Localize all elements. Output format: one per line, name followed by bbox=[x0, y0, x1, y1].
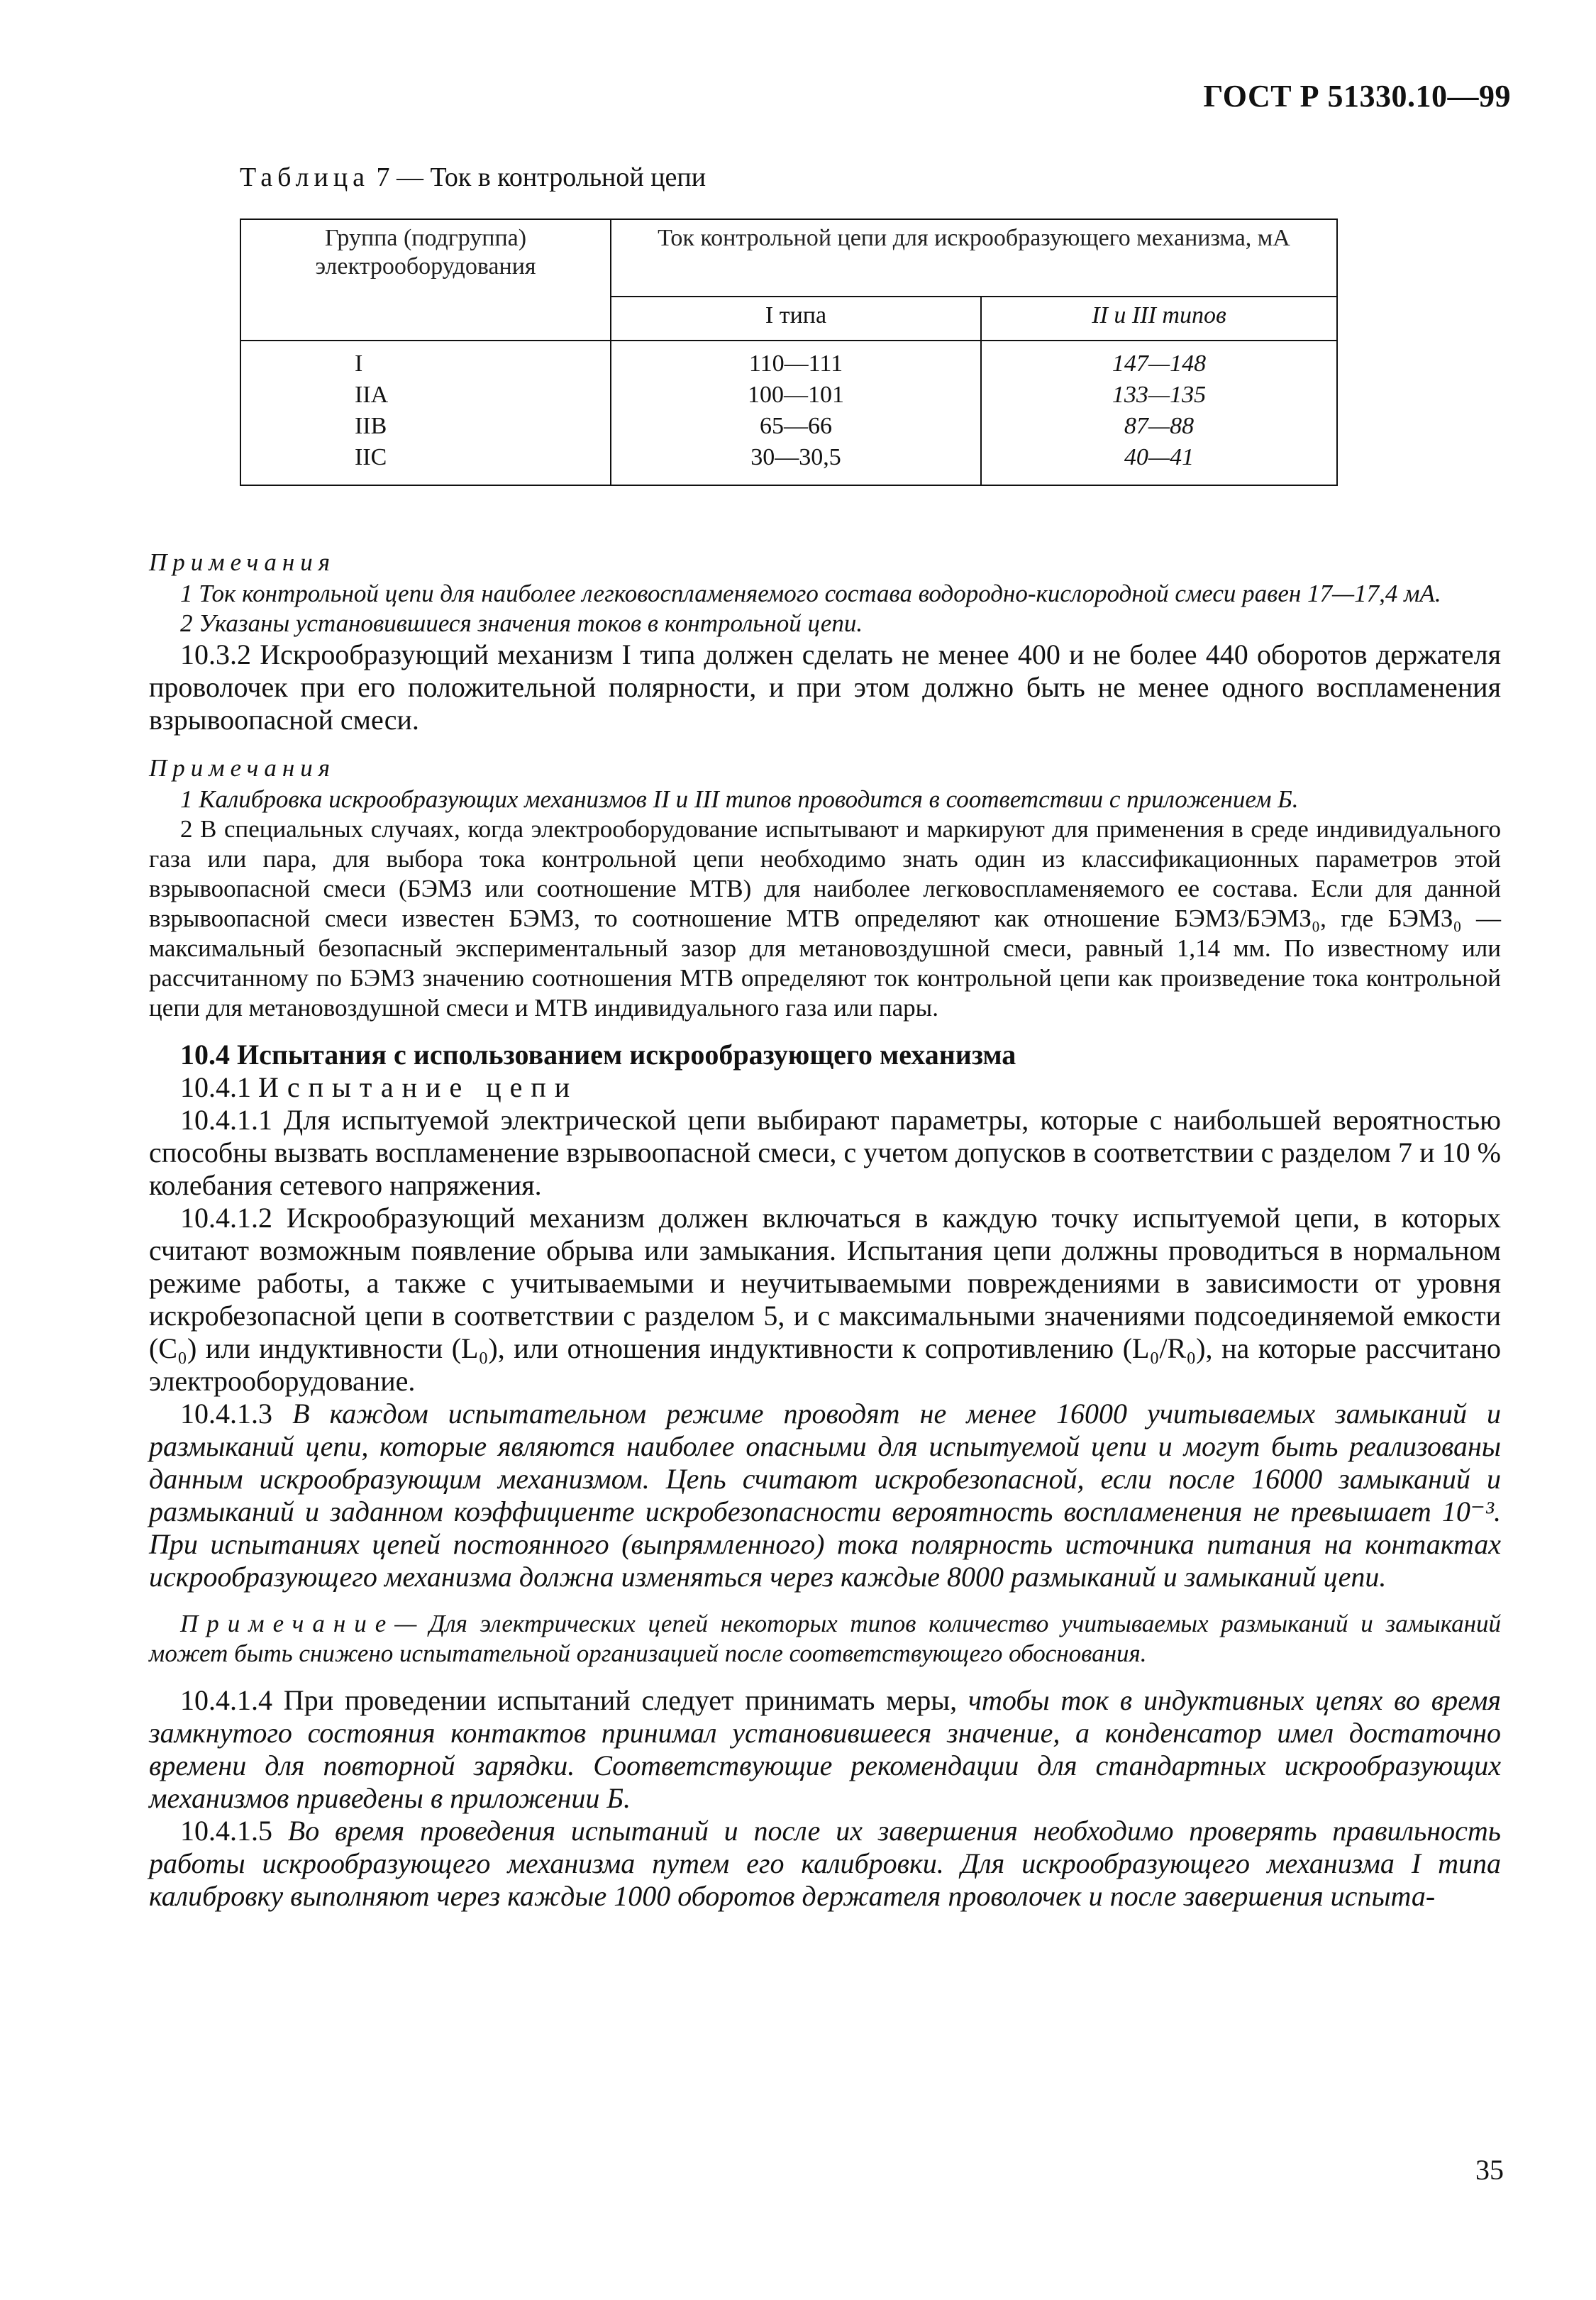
table-cell-type23-values: 147—148 133—135 87—88 40—41 bbox=[981, 341, 1337, 485]
table-header-group: Группа (подгруппа) электрооборудования bbox=[240, 219, 611, 341]
paragraph-10-4-1-2: 10.4.1.2 Искрообразующий механизм должен включаться в каждую точку испытуемой цепи, в которых считают возможным появление обрыва или замыкания. Испытания цепи должны проводиться в нормальном режиме работы, а также с учитываемыми и неучитываемыми повреждениями в зависимости от уровня искробезопасной цепи в соответствии с разделом 5, и с максимальными значениями подсоединяемой емкости (C₀) или индуктивности (L₀), или отношения индуктивности к сопротивлению (L₀/R₀), на которые рассчитано электрооборудование. bbox=[149, 1202, 1501, 1397]
table-caption bbox=[240, 162, 706, 193]
table-subheader-type1: I типа bbox=[611, 297, 981, 341]
notes1-title: Примечания bbox=[149, 548, 336, 576]
paragraph-10-4-1-1: 10.4.1.1 Для испытуемой электрической цепи выбирают параметры, которые с наибольшей вероятностью способны вызвать воспламенение взрывоопасной смеси, с учетом допусков в соответствии с разделом 7 и 10 % колебания сетевого напряжения. bbox=[149, 1104, 1501, 1201]
paragraph-lead: 10.4.1.4 При проведении испытаний следует принимать меры, bbox=[180, 1684, 968, 1716]
paragraph-10-3-2: 10.3.2 Искрообразующий механизм I типа должен сделать не менее 400 и не более 440 оборотов держателя проволочек при его положительной полярности, и при этом должно быть не менее одного воспламенения взрывоопасной смеси. bbox=[149, 638, 1501, 736]
notes2-title: Примечания bbox=[149, 754, 336, 782]
notes2-item-2: 2 В специальных случаях, когда электрооборудование испытывают и маркируют для применения в среде индивидуального газа или пара, для выбора тока контрольной цепи необходимо знать один из классификационных параметров этой взрывоопасной смеси (БЭМЗ или соотношение МТВ) для наиболее легковоспламеняемого ее состава. Если для данной взрывоопасной смеси известен БЭМЗ, то соотношение МТВ определяют как отношение БЭМЗ/БЭМЗ₀, где БЭМЗ₀ — максимальный безопасный экспериментальный зазор для метановоздушной смеси, равный 1,14 мм. По известному или рассчитанному по БЭМЗ значению соотношения МТВ определяют ток контрольной цепи как произведение тока контрольной цепи для метановоздушной смеси и МТВ индивидуального газа или пары. bbox=[149, 815, 1501, 1022]
table-caption-label: Таблица bbox=[240, 162, 370, 192]
paragraph-10-4-1-3 bbox=[149, 1398, 1501, 1593]
table-cell-type1-values: 110—111 100—101 65—66 30—30,5 bbox=[611, 341, 981, 485]
subsection-title: Испытание цепи bbox=[258, 1071, 579, 1103]
paragraph-text: В каждом испытательном режиме проводят не менее 16000 учитываемых замыканий и размыканий цепи, которые являются наиболее опасными для испытуемой цепи и могут быть реализованы данным искрообразующим механизмом. Цепь считают искробезопасной, если после 16000 замыканий и размыканий и заданном коэффициенте искробезопасности вероятность воспламенения не превышает 10⁻³. При испытаниях цепей постоянного (выпрямленного) тока полярность источника питания на контактах искрообразующего механизма должна изменяться через каждые 8000 размыканий и замыканий цепи. bbox=[149, 1398, 1502, 1593]
paragraph-text: чтобы ток в индуктивных цепях во время замкнутого состояния контактов принимал установившееся значение, а конденсатор имел достаточно времени для повторной зарядки. Соответствующие рекомендации для стандартных искрообразующих механизмов приведены в приложении Б. bbox=[149, 1684, 1501, 1814]
paragraph-text: Во время проведения испытаний и после их завершения необходимо проверять правильность работы искрообразующего механизма путем его калибровки. Для искрообразующего механизма I типа калибровку выполняют через каждые 1000 оборотов держателя проволочек и после завершения испыта- bbox=[149, 1815, 1501, 1912]
note3-title: Примечание bbox=[180, 1610, 395, 1637]
notes2-item-1: 1 Калибровка искрообразующих механизмов II и III типов проводится в соответствии с приложением Б. bbox=[180, 785, 1299, 813]
table-caption-title: 7 — Ток в контрольной цепи bbox=[370, 162, 706, 192]
note3-text: — Для электрических цепей некоторых типов количество учитываемых размыканий и замыканий может быть снижено испытательной организацией после соответствующего обоснования. bbox=[149, 1610, 1501, 1667]
paragraph-number: 10.4.1.5 bbox=[180, 1815, 288, 1847]
document-body bbox=[149, 546, 1501, 1913]
table-subheader-type23: II и III типов bbox=[981, 297, 1337, 341]
section-10-4-heading: 10.4 Испытания с использованием искрообразующего механизма bbox=[180, 1039, 1016, 1071]
subsection-10-4-1-heading bbox=[149, 1071, 1501, 1104]
control-current-table bbox=[240, 219, 1338, 486]
notes1-item-1: 1 Ток контрольной цепи для наиболее легковоспламеняемого состава водородно-кислородной смеси равен 17—17,4 мА. bbox=[180, 580, 1441, 607]
paragraph-10-4-1-4 bbox=[149, 1684, 1501, 1815]
notes1-item-2: 2 Указаны установившиеся значения токов в контрольной цепи. bbox=[180, 609, 863, 637]
table-cell-groups: I IIA IIB IIC bbox=[240, 341, 611, 485]
note3 bbox=[149, 1609, 1501, 1669]
subsection-number: 10.4.1 bbox=[180, 1071, 251, 1103]
paragraph-number: 10.4.1.3 bbox=[180, 1398, 293, 1430]
document-header: ГОСТ Р 51330.10—99 bbox=[1203, 79, 1511, 114]
paragraph-10-4-1-5 bbox=[149, 1815, 1501, 1913]
table-header-current: Ток контрольной цепи для искрообразующего механизма, мА bbox=[611, 219, 1337, 297]
page-number: 35 bbox=[1475, 2154, 1504, 2186]
